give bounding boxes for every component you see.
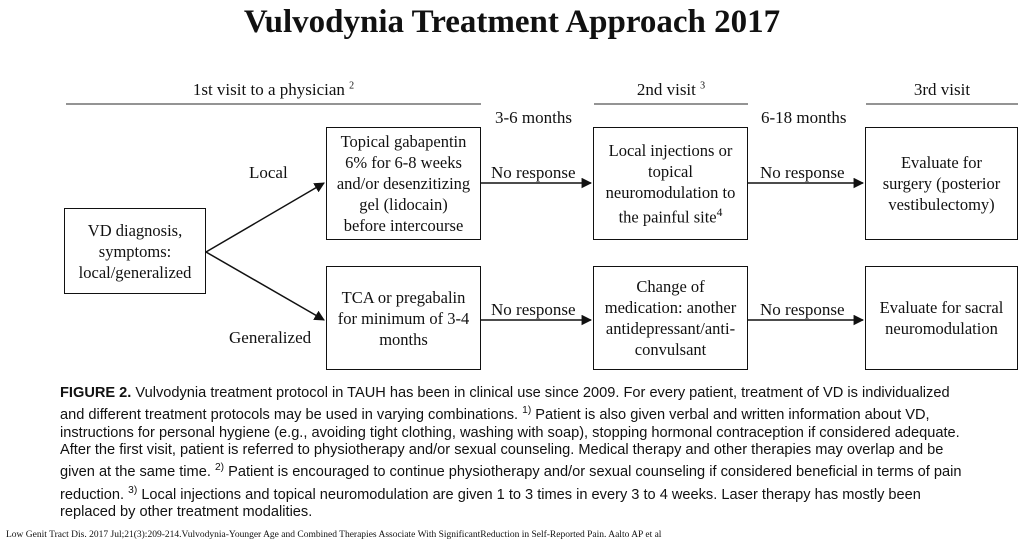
caption-figure-label: FIGURE 2. [60,385,132,401]
diagnosis-line-2: symptoms: [98,241,172,261]
caption-ref-1: 1) [522,405,532,417]
arrow-diagnosis-to-local [206,183,324,252]
local-first-line-1: Topical gabapentin [340,132,467,151]
second-visit-header-text: 2nd visit [636,80,696,99]
branch-label-generalized: Generalized [229,328,312,347]
citation: Low Genit Tract Dis. 2017 Jul;21(3):209-214.Vulvodynia-Younger Age and Combined Therapies Associate With SignificantReduction in Self-Reported Pain. Aalto AP et al [6,530,662,540]
caption-text-2: Patient is also given verbal and written information about VD, instructions for personal hygiene (e.g., avoiding tight clothing, washing with soap), stopping hormonal contraception if considered adequate. After the first visit, patient is referred to physiotherapy and/or sexual counseling. Medical therapy and other therapies may overlap and be given at the same time. [60,407,960,481]
caption-text-4: Local injections and topical neuromodulation are given 1 to 3 times in every 3 to 4 weeks. Laser therapy has mostly been replaced by other treatment modalities. [60,486,921,521]
gen-second-line-3: antidepressant/anti- [605,319,736,338]
local-first-visit-box [326,127,481,240]
no-response-label-gen-2: No response [760,300,845,319]
caption-ref-2: 2) [214,462,225,474]
local-second-line-4 [606,203,736,228]
gen-first-line-2: for minimum of 3-4 [337,308,470,328]
third-visit-header: 3rd visit [913,80,971,99]
gen-second-line-2: medication: another [604,298,737,317]
diagnosis-box [64,208,206,294]
gen-first-line-1: TCA or pregabalin [341,287,466,307]
diagnosis-line-3: local/generalized [78,262,192,282]
local-third-visit-box [865,127,1018,240]
no-response-label-gen-1: No response [491,300,576,319]
local-second-ref: 4 [716,206,723,219]
gen-second-line-4: convulsant [634,340,707,359]
local-third-line-2: surgery (posterior [882,174,1001,193]
gen-third-visit-box [865,266,1018,370]
gen-first-visit-box [326,266,481,370]
local-first-line-2: 6% for 6-8 weeks [345,153,462,172]
first-visit-header-text: 1st visit to a physician [192,80,345,99]
interval-first-to-second: 3-6 months [495,108,572,127]
local-first-line-5: before intercourse [343,216,464,235]
no-response-label-local-2: No response [760,163,845,182]
local-first-line-4: gel (lidocain) [359,195,448,214]
caption-text-3: Patient is encouraged to continue physiotherapy and/or sexual counseling if considered beneficial in terms of pain reduction. [60,464,962,503]
gen-second-line-1: Change of [636,277,705,296]
page-title: Vulvodynia Treatment Approach 2017 [243,4,781,40]
caption-text-1: Vulvodynia treatment protocol in TAUH has been in clinical use since 2009. For every patient, treatment of VD is individualized and different treatment protocols may be used in varying combinations. [60,385,950,424]
gen-first-line-3: months [379,329,428,349]
local-second-visit-box [593,127,748,240]
arrow-diagnosis-to-generalized [206,252,324,320]
local-second-line-4-text: the painful site [618,207,717,227]
branch-label-local: Local [249,163,288,182]
local-first-line-3: and/or desenzitizing [336,174,471,193]
no-response-label-local-1: No response [491,163,576,182]
first-visit-ref: 2 [349,80,355,92]
local-second-line-3: neuromodulation to [605,182,736,202]
gen-third-line-1: Evaluate for sacral [879,298,1004,317]
interval-second-to-third: 6-18 months [761,108,847,127]
local-third-line-1: Evaluate for [900,153,983,172]
local-second-line-1: Local injections or [608,140,733,160]
second-visit-ref: 3 [700,80,706,92]
caption-ref-3: 3) [128,484,138,496]
first-visit-header [66,80,481,100]
local-third-line-3: vestibulectomy) [888,195,995,214]
local-second-line-2: topical [648,161,693,181]
diagnosis-line-1: VD diagnosis, [87,220,183,240]
second-visit-header [594,80,748,100]
gen-second-visit-box [593,266,748,370]
gen-third-line-2: neuromodulation [885,319,998,338]
figure-caption [60,385,965,521]
